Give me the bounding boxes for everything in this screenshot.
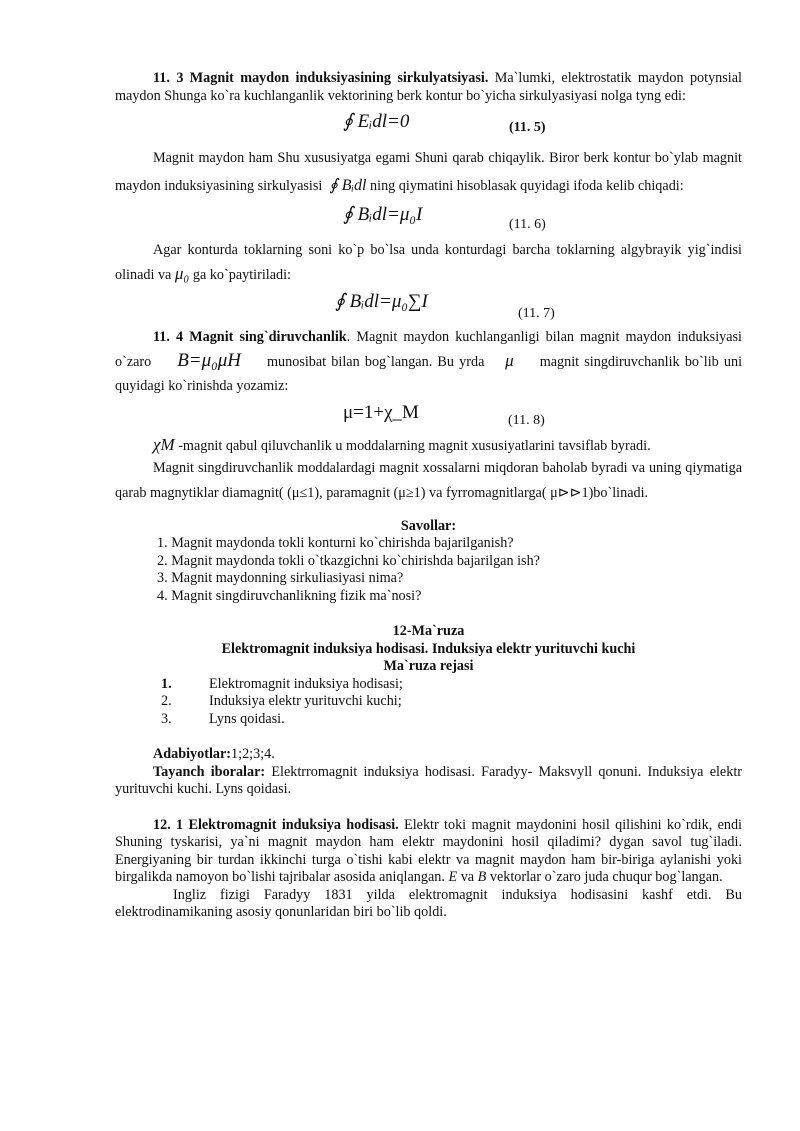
section-11-4-paragraph (115, 325, 742, 398)
questions-heading: Savollar: (400, 517, 457, 534)
section-11-3-paragraph (115, 70, 742, 105)
equation-11-5-formula: ∮ Eᵢdl=0 (343, 111, 410, 132)
equation-11-5-number: (11. 5) (509, 120, 546, 135)
section-11-3-text: Ma`lumki, elektrostatik maydon potynsial maydon Shunga ko`ra kuchlanganlik vektorining berk kontur bo`yicha sirkulyasiyasi nolga tyng edi: (115, 70, 742, 104)
document-page (115, 70, 742, 922)
equation-11-8-formula: μ=1+χ_M (343, 402, 419, 423)
equation-11-7-number: (11. 7) (518, 306, 555, 321)
equation-11-8 (115, 404, 742, 432)
section-12-1-text: Elektr toki magnit maydonini hosil qilishini ko`rdik, endi Shuning tyskarisi, ya`ni magnit maydon ham elektr maydonini hosil qiladimi? dygan savol tug`iladi. Energiyaning bir turdan ikkinchi turga o`tishi kabi elektr va magnit maydon ham bir-biriga aylanishi yoki birgalikda namoyon bo`lishi tajribalar asosida aniqlangan. (115, 816, 742, 885)
paragraph-permeability: Magnit singdiruvchanlik moddalardagi magnit xossalarni miqdoran baholab byradi va uning qiymatiga qarab magnytiklar diamagnit( (μ≤1), paramagnit (μ≥1) va fyrromagnitlarga( μ⊳⊳1)bo`linadi. (115, 459, 742, 501)
equation-11-7-formula: ∮ Bᵢdl=μ₀∑I (335, 291, 428, 312)
section-11-4-formula: B=μ₀μH (177, 350, 242, 371)
equation-11-6-formula: ∮ Bᵢdl=μ₀I (343, 204, 423, 225)
section-11-3-title: 11. 3 Magnit maydon induksiyasining sirkulyatsiyasi. (153, 70, 489, 86)
references-value: 1;2;3;4. (231, 746, 275, 762)
vector-b: B (477, 869, 487, 885)
section-12-1-tail: vektorlar o`zaro juda chuqur bog`langan. (486, 869, 723, 885)
question-item: 1. Magnit maydonda tokli konturni ko`chirishda bajarilganish? (157, 535, 514, 551)
section-11-4-title: 11. 4 Magnit sing`diruvchanlik (153, 329, 347, 345)
lecture-number: 12-Ma`ruza (392, 623, 465, 639)
references-line (115, 746, 742, 764)
question-item: 2. Magnit maydonda tokli o`tkazgichni ko`chirishda bajarilgan ish? (157, 552, 540, 569)
paragraph-susceptibility-text: -magnit qabul qiluvchanlik u moddalarning magnit xususiyatlarini tavsiflab byradi. (174, 438, 651, 454)
section-12-1-va: va (457, 869, 478, 885)
equation-11-6-number: (11. 6) (509, 217, 546, 232)
paragraph-faraday: Ingliz fizigi Faradyy 1831 yilda elektromagnit induksiya hodisasini kashf etdi. Bu elektrodinamikaning asosiy qonunlaridan biri bo`lib qoldi. (115, 886, 742, 920)
paragraph-circulation-text: Magnit maydon ham Shu xususiyatga egami Shuni qarab chiqaylik. Biror berk kontur bo`ylab magnit maydon induksiyasining sirkulyasisi (115, 150, 742, 194)
paragraph-many-currents (115, 238, 742, 287)
section-12-1-title: 12. 1 Elektromagnit induksiya hodisasi. (153, 816, 399, 833)
plan-item-number: 3. (161, 710, 172, 727)
keywords-value: Elektrromagnit induksiya hodisasi. Faradyy- Maksvyll qonuni. Induksiya elektr yurituvchi kuchi. Lyns qoidasi. (115, 763, 742, 797)
plan-item-number: 2. (161, 693, 172, 709)
equation-11-8-number: (11. 8) (508, 413, 545, 428)
plan-item-text: Induksiya elektr yurituvchi kuchi; (209, 693, 402, 709)
lecture-plan-list (161, 676, 742, 729)
paragraph-susceptibility (115, 436, 742, 456)
plan-item-number: 1. (161, 675, 172, 692)
paragraph-circulation-formula: ∮ Bᵢdl (329, 177, 367, 194)
mu-symbol: μ (505, 351, 514, 370)
paragraph-circulation-tail: ning qiymatini hisoblasak quyidagi ifoda kelib chiqadi: (366, 178, 684, 194)
lecture-plan-heading: Ma`ruza rejasi (383, 658, 474, 674)
equation-11-7 (115, 293, 742, 325)
mu-zero-symbol: μ₀ (174, 264, 190, 283)
section-12-1-paragraph (115, 817, 742, 887)
plan-item (161, 676, 742, 694)
paragraph-circulation (115, 145, 742, 200)
section-11-4-text3: magnit singdiruvchanlik bo`lib uni quyidagi ko`rinishda yozamiz: (115, 354, 743, 394)
questions-list (157, 535, 742, 605)
plan-item-text: Lyns qoidasi. (209, 710, 285, 727)
vector-e: E (448, 869, 458, 885)
paragraph-many-currents-text: Agar konturda toklarning soni ko`p bo`lsa unda konturdagi barcha toklarning algybrayik yig`indisi olinadi va (115, 242, 742, 283)
references-label: Adabiyotlar: (153, 746, 232, 762)
equation-11-6 (115, 206, 742, 238)
plan-item-text: Elektromagnit induksiya hodisasi; (209, 675, 403, 692)
keywords-label: Tayanch iboralar: (153, 763, 266, 780)
question-item: 4. Magnit singdiruvchanlikning fizik ma`nosi? (157, 587, 422, 604)
keywords-line (115, 764, 742, 799)
plan-item (161, 693, 742, 711)
plan-item (161, 711, 742, 729)
equation-11-5 (115, 113, 742, 141)
section-11-4-text1: . Magnit maydon kuchlanganligi bilan magnit maydon induksiyasi o`zaro (115, 329, 742, 370)
lecture-title: Elektromagnit induksiya hodisasi. Induksiya elektr yurituvchi kuchi (221, 640, 636, 657)
chi-symbol: χM (153, 435, 175, 454)
question-item: 3. Magnit maydonning sirkuliasiyasi nima? (157, 570, 404, 586)
paragraph-many-currents-tail: ga ko`paytiriladi: (189, 267, 291, 283)
section-11-4-text2: munosibat bilan bog`langan. Bu yrda (261, 354, 485, 370)
